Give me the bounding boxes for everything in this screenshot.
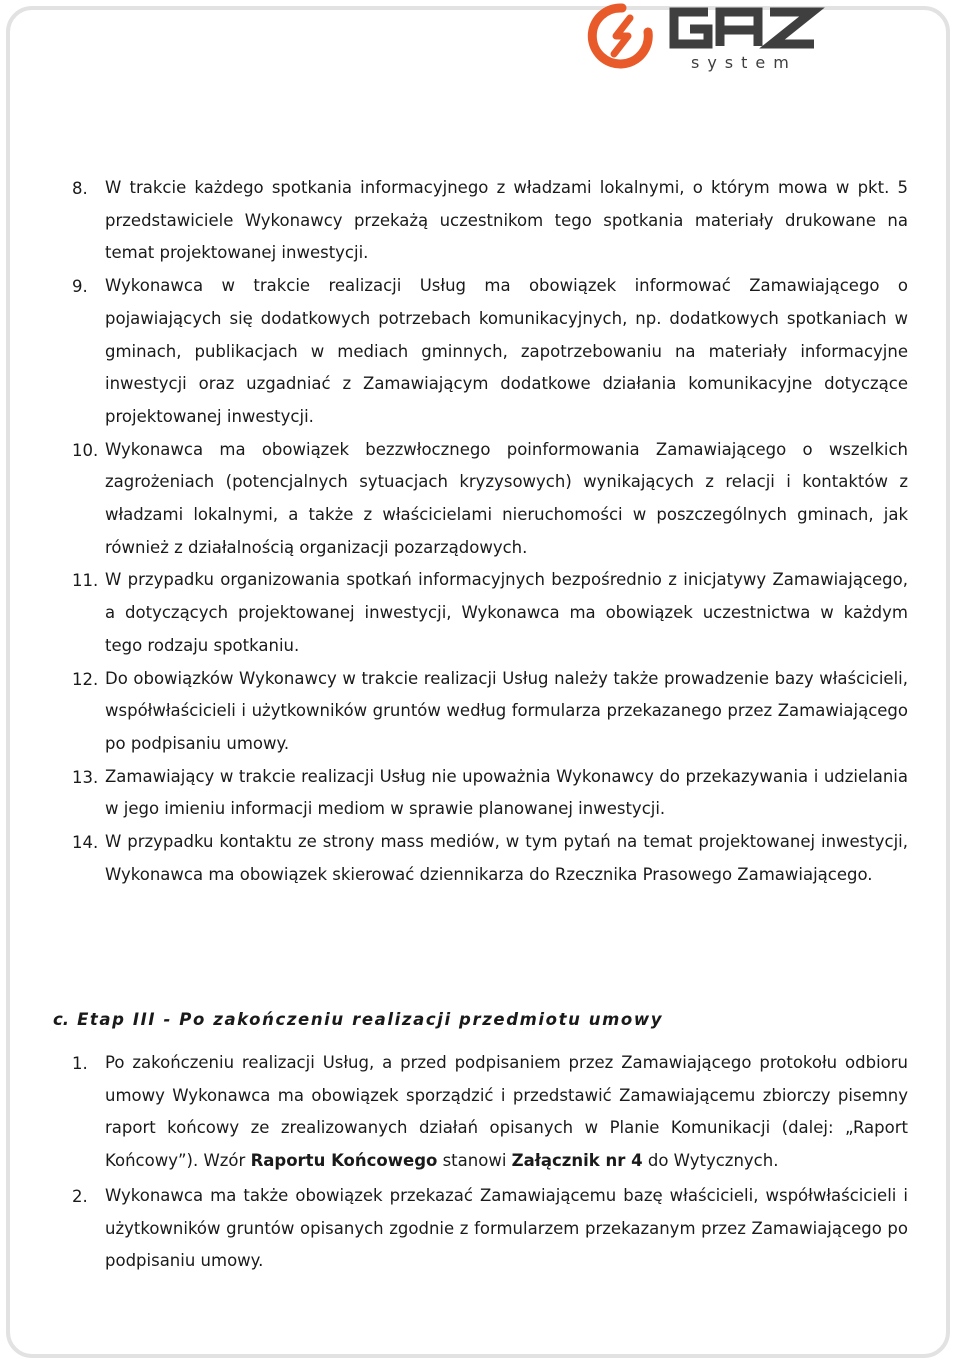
list-item bbox=[0, 761, 960, 826]
bold-text: Załącznik nr 4 bbox=[511, 1151, 643, 1171]
list-item-number: 1. bbox=[72, 1054, 88, 1073]
list-item bbox=[0, 1047, 960, 1178]
list-item bbox=[0, 663, 960, 761]
section-title: Etap III - Po zakończeniu realizacji przedmiotu umowy bbox=[77, 1010, 664, 1029]
numbered-list-bottom bbox=[0, 1047, 960, 1278]
section-heading bbox=[53, 1006, 663, 1034]
numbered-list-top bbox=[0, 172, 960, 891]
gaz-system-logo bbox=[586, 2, 876, 78]
list-item-number: 14. bbox=[72, 833, 99, 853]
svg-text:system: system bbox=[691, 53, 797, 72]
list-item-number: 8. bbox=[72, 179, 88, 198]
list-item-number: 10. bbox=[72, 440, 99, 460]
list-item-number: 9. bbox=[72, 277, 88, 297]
list-item bbox=[0, 434, 960, 565]
list-item bbox=[0, 270, 960, 434]
list-item-text: Zamawiający w trakcie realizacji Usług nie upoważnia Wykonawcy do przekazywania i udzielania w jego imieniu informacji mediom w sprawie planowanej inwestycji. bbox=[105, 766, 908, 819]
list-item-number: 11. bbox=[72, 571, 99, 591]
list-item-number: 12. bbox=[72, 669, 99, 689]
bold-text: Raportu Końcowego bbox=[250, 1151, 438, 1171]
list-item bbox=[0, 1180, 960, 1278]
section-label: c. bbox=[53, 1010, 70, 1029]
list-item-text: Wykonawca w trakcie realizacji Usług ma obowiązek informować Zamawiającego o pojawiających się dodatkowych potrzebach komunikacyjnych, np. dodatkowych spotkaniach w gminach, publikacjach w mediach gminnych, zapotrzebowaniu na materiały informacyjne inwestycji oraz uzgadniać z Zamawiającym dodatkowe działania komunikacyjne dotyczące projektowanej inwestycji. bbox=[105, 276, 908, 426]
list-item-number: 13. bbox=[72, 767, 99, 787]
list-item-text: Po zakończeniu realizacji Usług, a przed podpisaniem przez Zamawiającego protokołu odbioru umowy Wykonawca ma obowiązek sporządzić i przedstawić Zamawiającemu zbiorczy pisemny raport końcowy ze zrealizowanych działań opisanych w Planie Komunikacji (dalej: „Raport Końcowy”). Wzór Raportu Końcowego stanowi Załącznik nr 4 do Wytycznych. bbox=[105, 1053, 908, 1171]
list-item-text: Do obowiązków Wykonawcy w trakcie realizacji Usług należy także prowadzenie bazy właścicieli, współwłaścicieli i użytkowników gruntów według formularza przekazanego przez Zamawiającego po podpisaniu umowy. bbox=[105, 668, 908, 753]
list-item-text: W przypadku kontaktu ze strony mass mediów, w tym pytań na temat projektowanej inwestycji, Wykonawca ma obowiązek skierować dziennikarza do Rzecznika Prasowego Zamawiającego. bbox=[105, 832, 908, 884]
list-item-number: 2. bbox=[72, 1186, 88, 1206]
list-item-text: Wykonawca ma także obowiązek przekazać Zamawiającemu bazę właścicieli, współwłaścicieli i użytkowników gruntów opisanych zgodnie z formularzem przekazanym przez Zamawiającego po podpisaniu umowy. bbox=[105, 1185, 908, 1271]
list-item-text: W przypadku organizowania spotkań informacyjnych bezpośrednio z inicjatywy Zamawiającego, a dotyczących projektowanej inwestycji, Wykonawca ma obowiązek uczestnictwa w każdym tego rodzaju spotkaniu. bbox=[105, 570, 908, 655]
list-item bbox=[0, 826, 960, 891]
list-item bbox=[0, 564, 960, 662]
list-item bbox=[0, 172, 960, 270]
list-item-text: Wykonawca ma obowiązek bezzwłocznego poinformowania Zamawiającego o wszelkich zagrożeniach (potencjalnych sytuacjach kryzysowych) wynikających z relacji i kontaktów z władzami lokalnymi, a także z właścicielami nieruchomości w poszczególnych gminach, jak również z działalnością organizacji pozarządowych. bbox=[105, 439, 908, 557]
list-item-text: W trakcie każdego spotkania informacyjnego z władzami lokalnymi, o którym mowa w pkt. 5 przedstawiciele Wykonawcy przekażą uczestnikom tego spotkania materiały drukowane na temat projektowanej inwestycji. bbox=[105, 178, 908, 263]
